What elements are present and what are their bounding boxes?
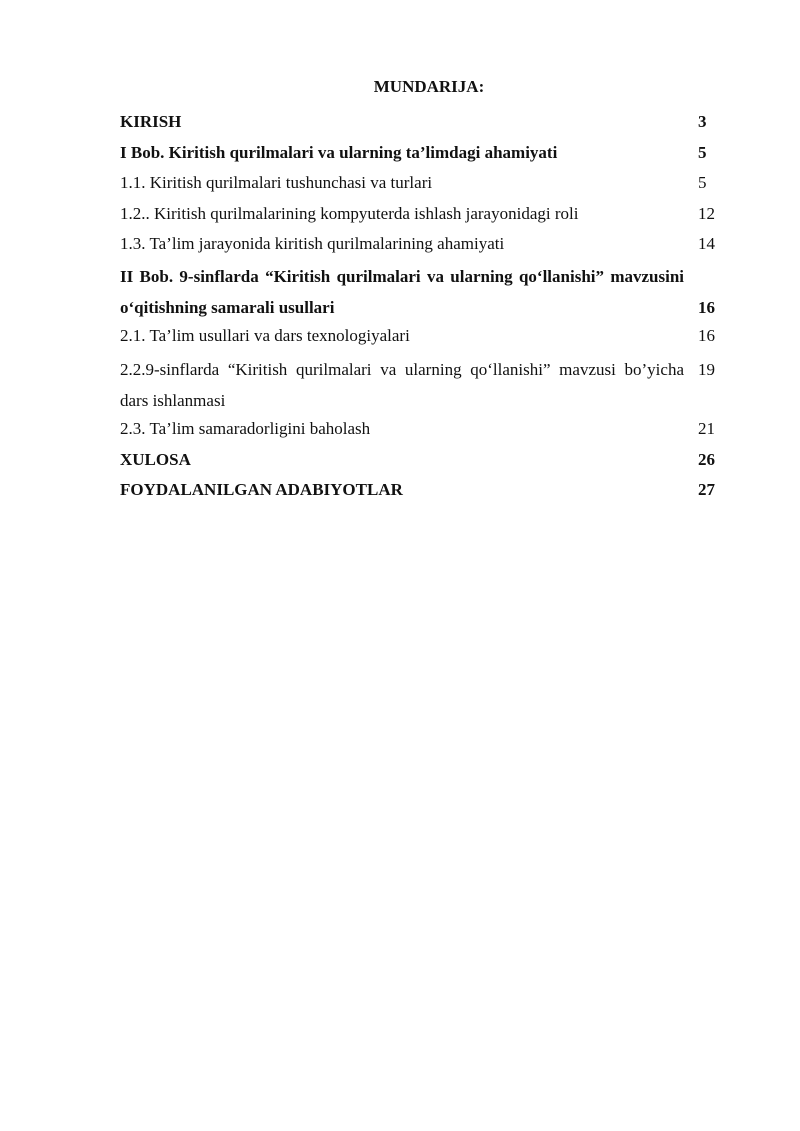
toc-entry[interactable] — [120, 418, 732, 449]
table-of-contents — [120, 111, 732, 510]
toc-entry[interactable] — [120, 261, 732, 323]
toc-entry[interactable] — [120, 325, 732, 354]
toc-page-number: 19 — [698, 360, 715, 379]
toc-entry-text: I Bob. Kiritish qurilmalari va ularning ta’limdagi ahamiyati — [120, 142, 558, 162]
toc-page-number: 3 — [698, 112, 707, 131]
toc-page-number: 5 — [698, 173, 707, 192]
toc-entry-text: II Bob. 9-sinflarda “Kiritish qurilmalari va ularning qo‘llanishi” mavzusini o‘qitishning samarali usullari — [120, 267, 684, 317]
toc-entry[interactable] — [120, 111, 732, 142]
toc-entry-text: 1.3. Ta’lim jarayonida kiritish qurilmalarining ahamiyati — [120, 234, 505, 253]
toc-entry[interactable] — [120, 479, 732, 510]
toc-page-number: 16 — [698, 298, 715, 317]
toc-entry-text: 2.3. Ta’lim samaradorligini baholash — [120, 419, 371, 438]
toc-entry[interactable] — [120, 172, 732, 203]
toc-entry[interactable] — [120, 142, 732, 173]
toc-page-number: 14 — [698, 234, 715, 253]
toc-entry-text: FOYDALANILGAN ADABIYOTLAR — [120, 480, 403, 499]
toc-entry-text: KIRISH — [120, 112, 182, 131]
toc-title: MUNDARIJA: — [373, 77, 485, 96]
toc-entry[interactable] — [120, 449, 732, 480]
toc-entry[interactable] — [120, 354, 732, 416]
toc-entry-text: XULOSA — [120, 449, 191, 469]
toc-page-number: 27 — [698, 480, 715, 499]
toc-entry[interactable] — [120, 203, 732, 234]
toc-page-number: 26 — [698, 449, 715, 469]
toc-entry-text: 2.1. Ta’lim usullari va dars texnologiyalari — [120, 326, 410, 345]
toc-entry-text: 1.2.. Kiritish qurilmalarining kompyuterda ishlash jarayonidagi roli — [120, 203, 579, 223]
toc-page-number: 16 — [698, 326, 715, 345]
toc-entry-text: 2.2.9-sinflarda “Kiritish qurilmalari va ularning qo‘llanishi” mavzusi bo’yicha dars ishlanmasi — [120, 360, 684, 410]
toc-page-number: 21 — [698, 419, 715, 438]
toc-entry-text: 1.1. Kiritish qurilmalari tushunchasi va turlari — [120, 173, 433, 192]
toc-entry[interactable] — [120, 233, 732, 261]
toc-page-number: 12 — [698, 203, 715, 223]
toc-page-number: 5 — [698, 142, 707, 162]
